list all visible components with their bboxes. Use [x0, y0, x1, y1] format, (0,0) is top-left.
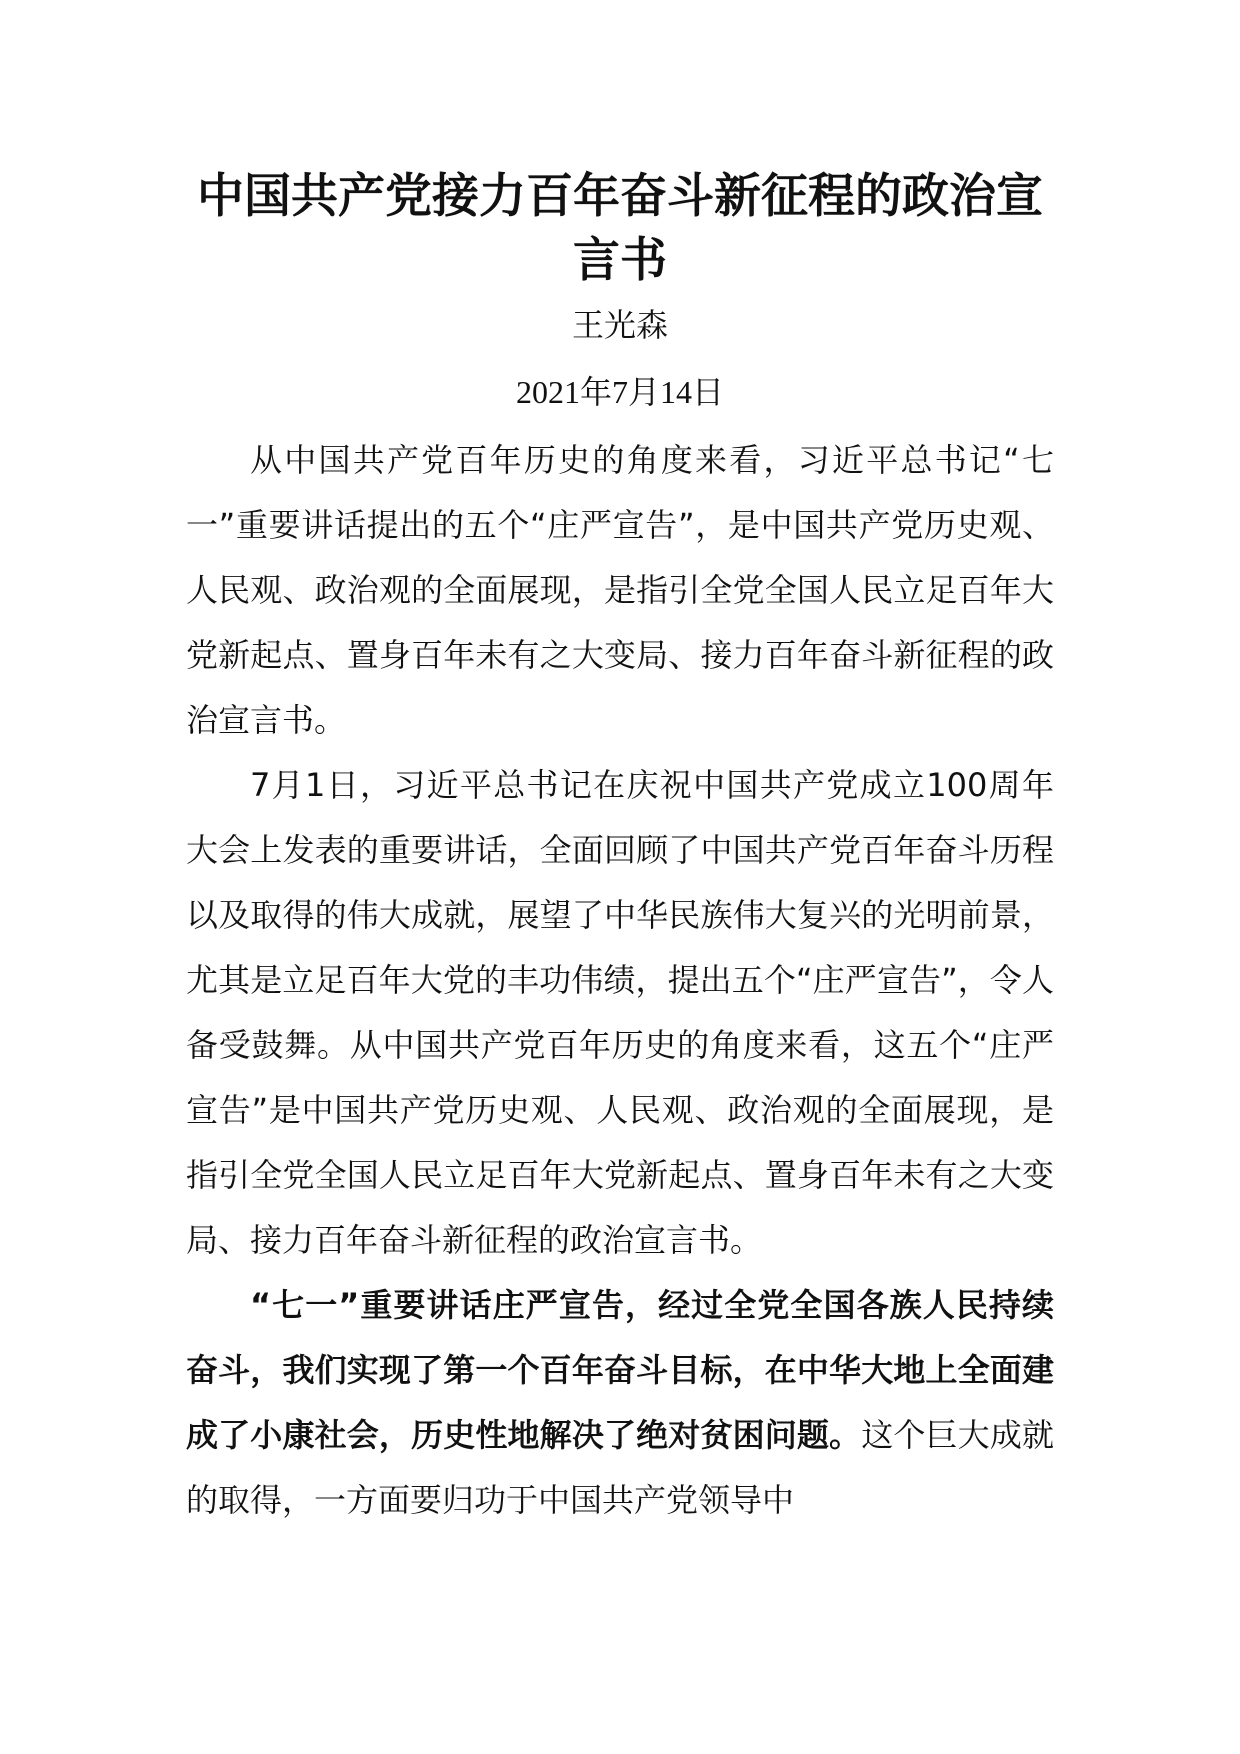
paragraph-text: 这个巨大成就的取得，一方面要归功于中国共产党领导中 [186, 1416, 1054, 1519]
paragraph-text: 从中国共产党百年历史的角度来看，习近平总书记“七一”重要讲话提出的五个“庄严宣告”，是中国共产党历史观、人民观、政治观的全面展现，是指引全党全国人民立足百年大党新起点、置身百年未有之大变局、接力百年奋斗新征程的政治宣言书。 [186, 441, 1054, 739]
document-body [186, 428, 1054, 1533]
author-name: 王光森 [571, 306, 668, 344]
publish-date: 2021年7月14日 [515, 374, 724, 410]
document-title: 中国共产党接力百年奋斗新征程的政治宣言书 [197, 169, 1043, 288]
paragraph [186, 428, 1054, 753]
paragraph-text: 7月1日，习近平总书记在庆祝中国共产党成立100周年大会上发表的重要讲话，全面回顾了中国共产党百年奋斗历程以及取得的伟大成就，展望了中华民族伟大复兴的光明前景，尤其是立足百年大党的丰功伟绩，提出五个“庄严宣告”，令人备受鼓舞。从中国共产党百年历史的角度来看，这五个“庄严宣告”是中国共产党历史观、人民观、政治观的全面展现，是指引全党全国人民立足百年大党新起点、置身百年未有之大变局、接力百年奋斗新征程的政治宣言书。 [186, 766, 1054, 1259]
paragraph [186, 753, 1054, 1273]
paragraph-bold-lead: “七一”重要讲话庄严宣告，经过全党全国各族人民持续奋斗，我们实现了第一个百年奋斗目标，在中华大地上全面建成了小康社会，历史性地解决了绝对贫困问题。 [186, 1286, 1054, 1454]
paragraph [186, 1273, 1054, 1533]
